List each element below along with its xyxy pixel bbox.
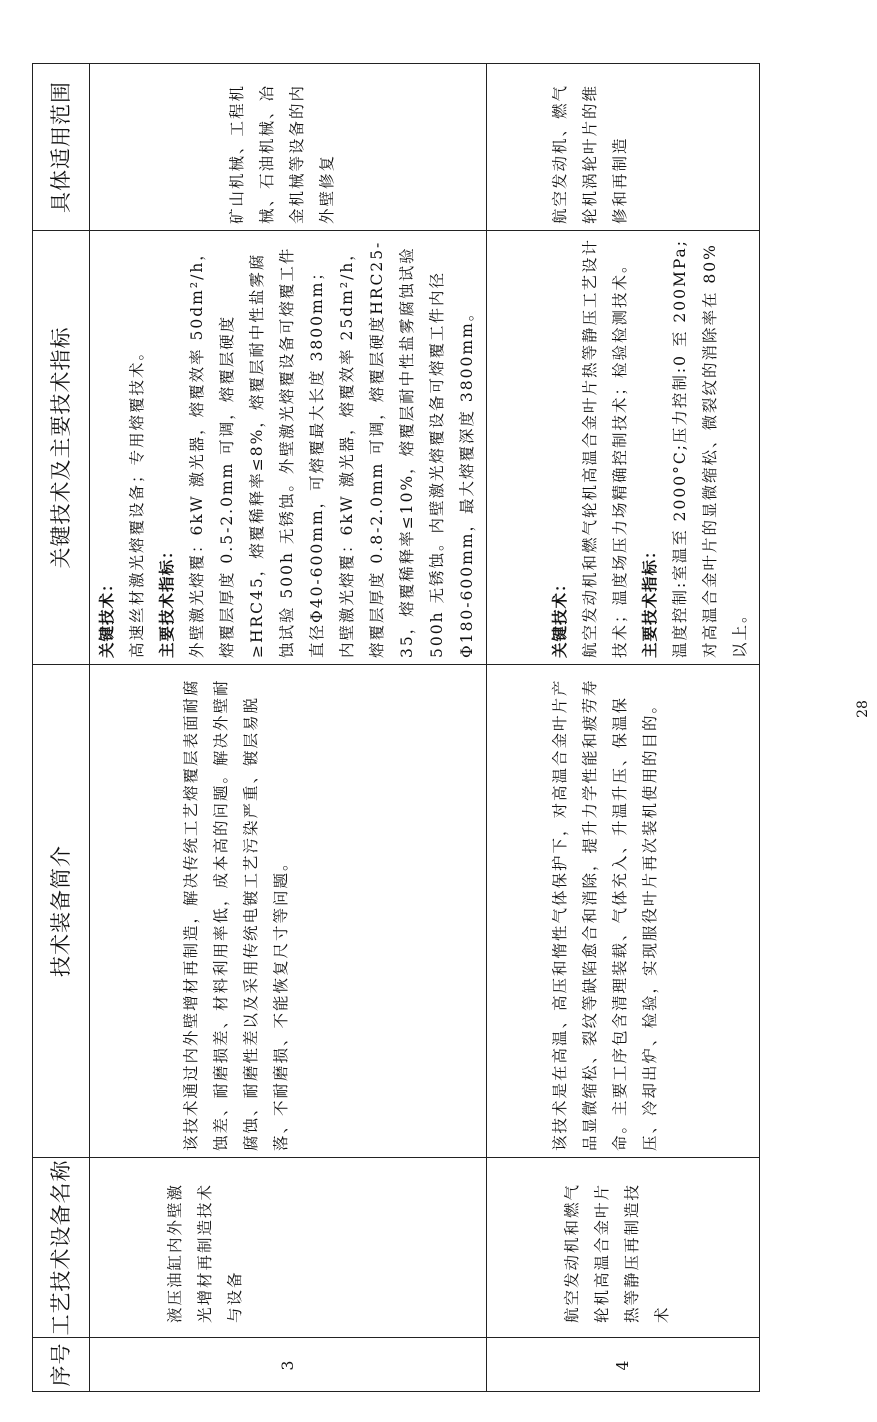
header-application-scope: 具体适用范围 [33, 64, 90, 231]
header-key-technology: 关键技术及主要技术指标 [33, 231, 90, 665]
page-number: 28 [855, 700, 871, 718]
table-header-row [33, 64, 90, 1392]
table-row [487, 64, 760, 1392]
introduction-text: 该技术通过内外壁增材再制造，解决传统工艺熔覆层表面耐腐蚀差、耐磨损差、材料利用率低，成本高的问题。解决外壁耐腐蚀、耐磨性差以及采用传统电镀工艺污染严重、镀层易脱落、不耐磨损、不能恢复尺寸等问题。 [182, 678, 290, 1151]
rotated-table-container [32, 64, 749, 1392]
equipment-name: 液压油缸内外壁激光增材再制造技术与设备 [166, 1182, 244, 1323]
main-indicators-label: 主要技术指标： [158, 542, 176, 658]
serial-number: 4 [487, 1338, 760, 1392]
main-indicators-text: 温度控制:室温至 2000°C;压力控制:0 至 200MPa;对高温合金叶片的显微缩松、微裂纹的消除率在 80%以上。 [671, 238, 749, 658]
key-technology-label: 关键技术： [98, 575, 116, 658]
introduction-cell [487, 665, 760, 1158]
main-indicators-text: 内壁激光熔覆：6kW 激光器，熔覆效率 25dm²/h，熔覆层厚度 0.8-2.0mm 可调，熔覆层硬度HRC25-35，熔覆稀释率≤10%，熔覆层耐中性盐雾腐蚀试验 500h 无锈蚀。内壁激光熔覆设备可熔覆工件内径Φ180-600mm，最大熔覆深度 3800mm。 [338, 240, 476, 658]
application-scope: 矿山机械、工程机械、石油机械、冶金机械等设备的内外壁修复 [228, 83, 336, 224]
serial-number: 3 [90, 1338, 487, 1392]
equipment-name: 航空发动机和燃气轮机高温合金叶片热等静压再制造技术 [563, 1182, 671, 1323]
application-scope-cell [90, 64, 487, 231]
header-equipment-name: 工艺技术设备名称 [33, 1158, 90, 1338]
technology-table [32, 63, 760, 1392]
introduction-cell [90, 665, 487, 1158]
key-technology-cell [90, 231, 487, 665]
table-row [90, 64, 487, 1392]
equipment-name-cell [90, 1158, 487, 1338]
main-indicators-label: 主要技术指标： [641, 542, 659, 658]
application-scope-cell [487, 64, 760, 231]
key-technology-text: 航空发动机和燃气轮机高温合金叶片热等静压工艺设计技术；温度场压力场精确控制技术；检验检测技术。 [581, 237, 629, 658]
header-introduction: 技术装备简介 [33, 665, 90, 1158]
application-scope: 航空发动机、燃气轮机涡轮叶片的维修和再制造 [551, 83, 629, 224]
header-serial-number: 序号 [33, 1338, 90, 1392]
main-indicators-text: 外壁激光熔覆：6kW 激光器，熔覆效率 50dm²/h，熔覆层厚度 0.5-2.0mm 可调，熔覆层硬度≥HRC45，熔覆稀释率≤8%，熔覆层耐中性盐雾腐蚀试验 500h 无锈蚀。外壁激光熔覆设备可熔覆工件直径Φ40-600mm，可熔覆最大长度 3800mm； [188, 243, 326, 658]
key-technology-label: 关键技术： [551, 575, 569, 658]
introduction-text: 该技术是在高温、高压和惰性气体保护下，对高温合金叶片产品显微缩松、裂纹等缺陷愈合和消除，提升力学性能和疲劳寿命。主要工序包含清理装载、气体充入、升温升压、保温保压、冷却出炉、检验，实现服役叶片再次装机使用的目的。 [551, 678, 659, 1151]
key-technology-text: 高速丝材激光熔覆设备；专用熔覆技术。 [128, 342, 146, 658]
equipment-name-cell [487, 1158, 760, 1338]
key-technology-cell [487, 231, 760, 665]
